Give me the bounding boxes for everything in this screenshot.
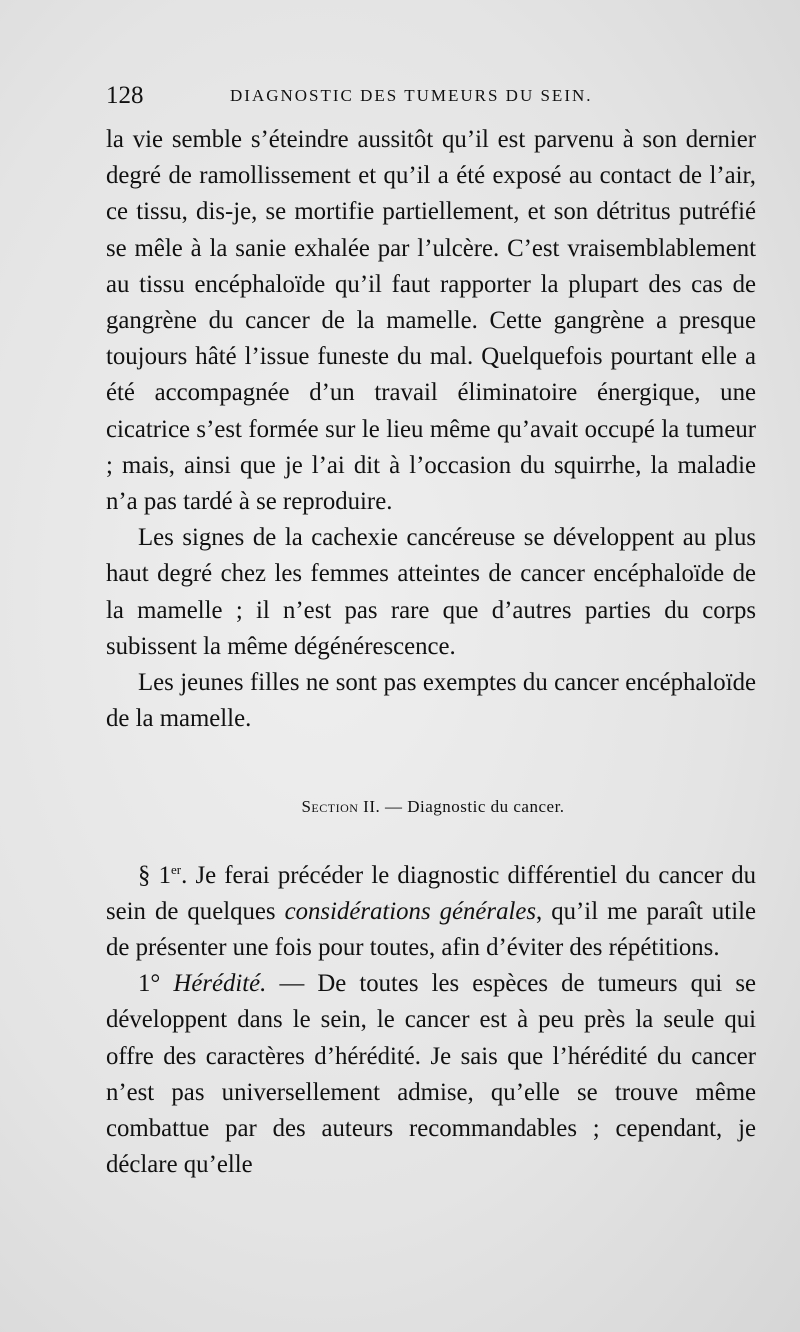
italic-heading: Hérédité. <box>173 970 267 998</box>
paragraph-text: , qu’il me paraît utile de présenter une fois pour toutes, afin d’éviter des répétitions. <box>106 897 756 962</box>
section-heading <box>106 789 756 825</box>
section-title-text: II. — Diagnostic du cancer. <box>363 797 565 817</box>
italic-phrase: considérations générales <box>284 897 537 925</box>
paragraph-text: — De toutes les espèces de tumeurs qui se développent dans le sein, le cancer est à peu près la seule qui offre des caractères d’hérédité. Je sais que l’hérédité du cancer n’est pas universellement admise, qu’elle se trouve même combattue par des auteurs recommandables ; cependant, je déclare qu’elle <box>106 970 756 1179</box>
section-mark-sup: er <box>170 861 182 877</box>
paragraph-heredite <box>106 966 756 1183</box>
body-text <box>106 122 756 1183</box>
paragraph-cachexie: Les signes de la cachexie cancéreuse se développent au plus haut degré chez les femmes atteintes de cancer encéphaloïde de la mamelle ; il n’est pas rare que d’autres parties du corps subissent la même dégénérescence. <box>106 524 756 660</box>
running-title: DIAGNOSTIC DES TUMEURS DU SEIN. <box>230 86 593 105</box>
section-label: Section <box>301 797 359 817</box>
paragraph-jeunes-filles: Les jeunes filles ne sont pas exemptes du cancer encéphaloïde de la mamelle. <box>106 669 756 733</box>
item-number: 1° <box>138 970 161 998</box>
paragraph-text: . Je ferai précéder le diagnostic différentiel du cancer du sein de quelques <box>106 861 756 925</box>
paragraph-considerations <box>106 852 756 967</box>
section-mark: § 1 <box>138 861 171 889</box>
page-number: 128 <box>106 82 144 109</box>
paragraph-continued: la vie semble s’éteindre aussitôt qu’il est parvenu à son dernier degré de ramollissement et qu’il a été exposé au contact de l’air, ce tissu, dis-je, se mortifie partiellement, et son détritus putréfié se mêle à la sanie exhalée par l’ulcère. C’est vraisemblablement au tissu encéphaloïde qu’il faut rapporter la plupart des cas de gangrène du cancer de la mamelle. Cette gangrène a presque toujours hâté l’issue funeste du mal. Quelquefois pourtant elle a été accompagnée d’un travail éliminatoire énergique, une cicatrice s’est formée sur le lieu même qu’avait occupé la tumeur ; mais, ainsi que je l’ai dit à l’occasion du squirrhe, la maladie n’a pas tardé à se reproduire. <box>106 126 756 516</box>
